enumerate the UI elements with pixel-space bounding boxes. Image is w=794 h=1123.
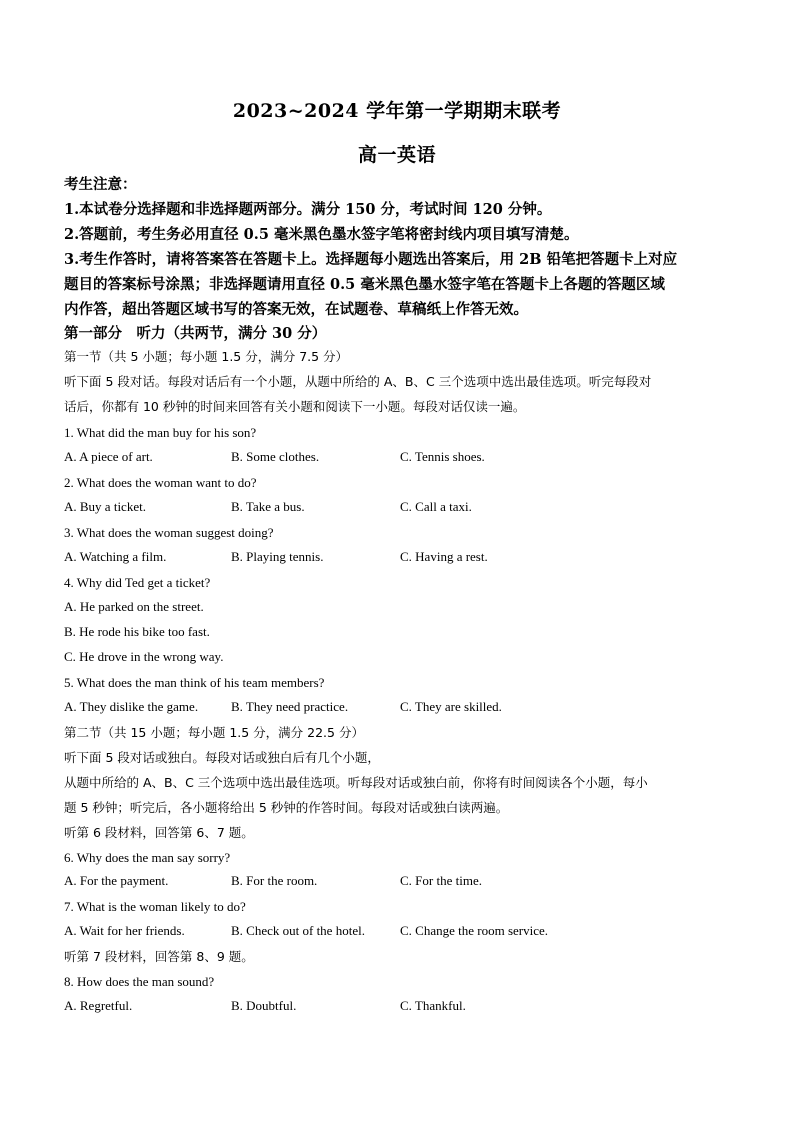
question-7-option-a: A. Wait for her friends. [64, 923, 185, 938]
question-2-option-c: C. Call a taxi. [400, 499, 472, 514]
question-4-option-a: A. He parked on the street. [64, 599, 204, 614]
notice-item-3-line-1: 3.考生作答时，请将答案答在答题卡上。选择题每小题选出答案后，用 2B 铅笔把答题卡上对应 [64, 251, 678, 268]
question-1-stem: 1. What did the man buy for his son? [64, 425, 257, 440]
question-3-option-a: A. Watching a film. [64, 549, 167, 564]
question-5-option-a: A. They dislike the game. [64, 699, 199, 714]
section2-instruction-line-1: 听下面 5 段对话或独白。每段对话或独白后有几个小题， [64, 750, 380, 765]
material-7-heading: 听第 7 段材料，回答第 8、9 题。 [64, 949, 254, 964]
question-6-stem: 6. Why does the man say sorry? [64, 850, 231, 865]
section2-instruction-line-2: 从题中所给的 A、B、C 三个选项中选出最佳选项。听每段对话或独白前，你将有时间阅读各个小题，每小 [64, 775, 648, 790]
section2-instruction-line-3: 题 5 秒钟；听完后，各小题将给出 5 秒钟的作答时间。每段对话或独白读两遍。 [64, 800, 509, 815]
exam-title: 2023~2024 学年第一学期期末联考 [232, 100, 562, 122]
material-6-heading: 听第 6 段材料，回答第 6、7 题。 [64, 825, 254, 840]
section1-instruction-line-1: 听下面 5 段对话。每段对话后有一个小题，从题中所给的 A、B、C 三个选项中选出最佳选项。听完每段对 [64, 374, 652, 389]
question-1-option-a: A. A piece of art. [64, 449, 153, 464]
question-3-option-c: C. Having a rest. [400, 549, 488, 564]
notice-item-3-line-3: 内作答，超出答题区域书写的答案无效，在试题卷、草稿纸上作答无效。 [64, 301, 528, 318]
question-4-option-b: B. He rode his bike too fast. [64, 624, 210, 639]
part1-heading: 第一部分 听力（共两节，满分 30 分） [64, 325, 327, 342]
notice-heading: 考生注意： [64, 176, 137, 193]
question-8-option-a: A. Regretful. [64, 998, 133, 1013]
question-3-option-b: B. Playing tennis. [231, 549, 324, 564]
section1-heading: 第一节（共 5 小题；每小题 1.5 分，满分 7.5 分） [64, 349, 349, 364]
question-7-stem: 7. What is the woman likely to do? [64, 899, 246, 914]
question-6-option-c: C. For the time. [400, 873, 482, 888]
section1-instruction-line-2: 话后，你都有 10 秒钟的时间来回答有关小题和阅读下一小题。每段对话仅读一遍。 [64, 399, 526, 414]
question-1-option-c: C. Tennis shoes. [400, 449, 485, 464]
question-8-stem: 8. How does the man sound? [64, 974, 215, 989]
question-8-option-c: C. Thankful. [400, 998, 466, 1013]
question-2-option-a: A. Buy a ticket. [64, 499, 146, 514]
question-5-stem: 5. What does the man think of his team members? [64, 675, 325, 690]
question-2-stem: 2. What does the woman want to do? [64, 475, 257, 490]
question-7-option-c: C. Change the room service. [400, 923, 549, 938]
question-3-stem: 3. What does the woman suggest doing? [64, 525, 274, 540]
notice-item-1: 1.本试卷分选择题和非选择题两部分。满分 150 分，考试时间 120 分钟。 [64, 201, 552, 218]
notice-item-3-line-2: 题目的答案标号涂黑；非选择题请用直径 0.5 毫米黑色墨水签字笔在答题卡上各题的答题区域 [64, 276, 665, 293]
question-6-option-a: A. For the payment. [64, 873, 169, 888]
question-5-option-c: C. They are skilled. [400, 699, 502, 714]
question-1-option-b: B. Some clothes. [231, 449, 320, 464]
exam-subtitle: 高一英语 [357, 144, 436, 166]
question-8-option-b: B. Doubtful. [231, 998, 297, 1013]
section2-heading: 第二节（共 15 小题；每小题 1.5 分，满分 22.5 分） [64, 725, 364, 740]
question-4-stem: 4. Why did Ted get a ticket? [64, 575, 211, 590]
question-2-option-b: B. Take a bus. [231, 499, 305, 514]
notice-item-2: 2.答题前，考生务必用直径 0.5 毫米黑色墨水签字笔将密封线内项目填写清楚。 [64, 226, 579, 243]
question-4-option-c: C. He drove in the wrong way. [64, 649, 224, 664]
question-6-option-b: B. For the room. [231, 873, 318, 888]
question-7-option-b: B. Check out of the hotel. [231, 923, 365, 938]
question-5-option-b: B. They need practice. [231, 699, 349, 714]
